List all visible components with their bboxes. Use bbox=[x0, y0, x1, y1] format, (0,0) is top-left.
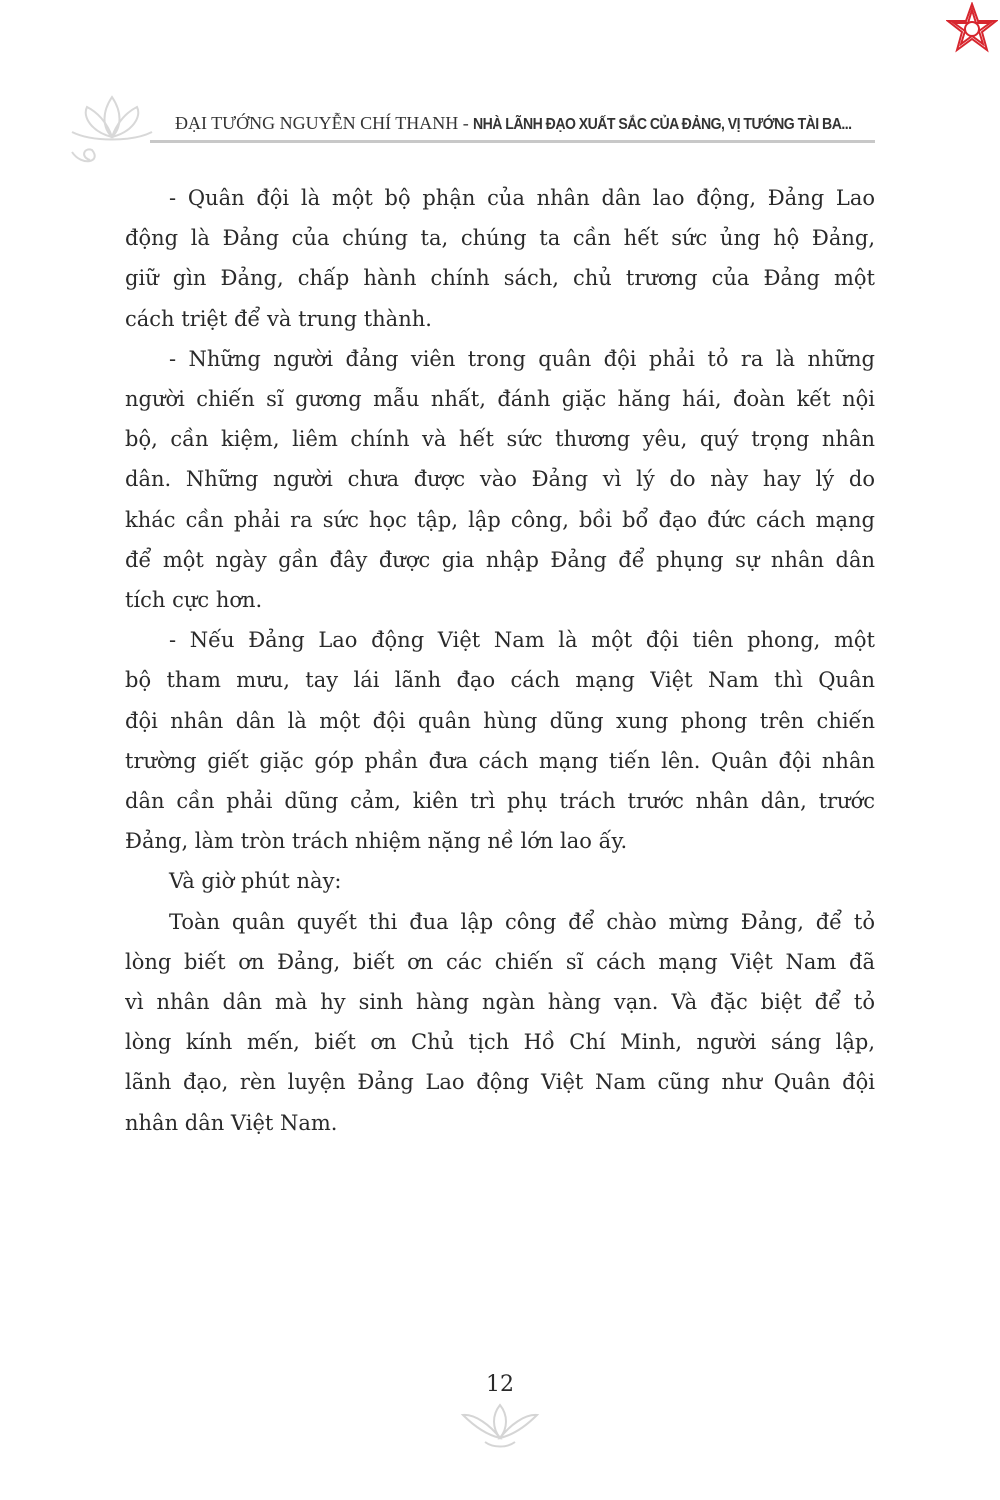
text-line: - Những người đảng viên trong quân đội phải tỏ ra là những bbox=[169, 346, 875, 371]
text-line: Toàn quân quyết thi đua lập công để chào mừng Đảng, để tỏ bbox=[169, 909, 875, 934]
lotus-ornament-bottom-icon bbox=[455, 1400, 545, 1450]
text-line: dân. Những người chưa được vào Đảng vì lý do này hay lý do bbox=[125, 467, 875, 492]
text-line: đội nhân dân là một đội quân hùng dũng xung phong trên chiến bbox=[125, 708, 875, 733]
paragraph bbox=[125, 178, 875, 339]
paragraph bbox=[125, 902, 875, 1143]
paragraph bbox=[125, 861, 875, 901]
text-line: trường giết giặc góp phần đưa cách mạng tiến lên. Quân đội nhân bbox=[125, 748, 875, 773]
text-line: Và giờ phút này: bbox=[169, 869, 342, 894]
text-line: lãnh đạo, rèn luyện Đảng Lao động Việt Nam cũng như Quân đội bbox=[125, 1070, 875, 1095]
text-line: Đảng, làm tròn trách nhiệm nặng nề lớn lao ấy. bbox=[125, 829, 628, 854]
running-header bbox=[175, 113, 875, 134]
text-line: cách triệt để và trung thành. bbox=[125, 306, 432, 331]
text-line: lòng biết ơn Đảng, biết ơn các chiến sĩ cách mạng Việt Nam đã bbox=[125, 949, 875, 974]
header-title-plain: ĐẠI TƯỚNG NGUYỄN CHÍ THANH bbox=[175, 113, 459, 133]
body-text bbox=[125, 178, 875, 1143]
text-line: tích cực hơn. bbox=[125, 588, 263, 613]
text-line: bộ tham mưu, tay lái lãnh đạo cách mạng Việt Nam thì Quân bbox=[125, 668, 875, 693]
text-line: vì nhân dân mà hy sinh hàng ngàn hàng vạn. Và đặc biệt để tỏ bbox=[125, 990, 875, 1015]
text-line: nhân dân Việt Nam. bbox=[125, 1110, 338, 1135]
text-line: - Nếu Đảng Lao động Việt Nam là một đội tiên phong, một bbox=[169, 628, 875, 653]
text-line: - Quân đội là một bộ phận của nhân dân lao động, Đảng Lao bbox=[169, 186, 875, 210]
text-line: động là Đảng của chúng ta, chúng ta cần hết sức ủng hộ Đảng, bbox=[125, 226, 875, 251]
text-line: người chiến sĩ gương mẫu nhất, đánh giặc hăng hái, đoàn kết nội bbox=[125, 387, 875, 412]
text-line: dân cần phải dũng cảm, kiên trì phụ trách trước nhân dân, trước bbox=[125, 789, 875, 814]
text-line: bộ, cần kiệm, liêm chính và hết sức thương yêu, quý trọng nhân bbox=[125, 427, 875, 452]
lotus-ornament-icon bbox=[62, 92, 162, 172]
page-number: 12 bbox=[486, 1372, 514, 1397]
paragraph bbox=[125, 339, 875, 620]
text-line: khác cần phải ra sức học tập, lập công, bồi bổ đạo đức cách mạng bbox=[125, 507, 875, 532]
header-rule bbox=[150, 140, 875, 143]
paragraph bbox=[125, 620, 875, 861]
publisher-star-logo bbox=[946, 2, 998, 54]
text-line: lòng kính mến, biết ơn Chủ tịch Hồ Chí Minh, người sáng lập, bbox=[125, 1030, 875, 1055]
text-line: giữ gìn Đảng, chấp hành chính sách, chủ trương của Đảng một bbox=[125, 266, 875, 291]
header-separator: - bbox=[458, 113, 474, 133]
header-title-bold: NHÀ LÃNH ĐẠO XUẤT SẮC CỦA ĐẢNG, VỊ TƯỚNG TÀI BA... bbox=[473, 116, 852, 133]
text-line: để một ngày gần đây được gia nhập Đảng để phụng sự nhân dân bbox=[125, 547, 875, 572]
